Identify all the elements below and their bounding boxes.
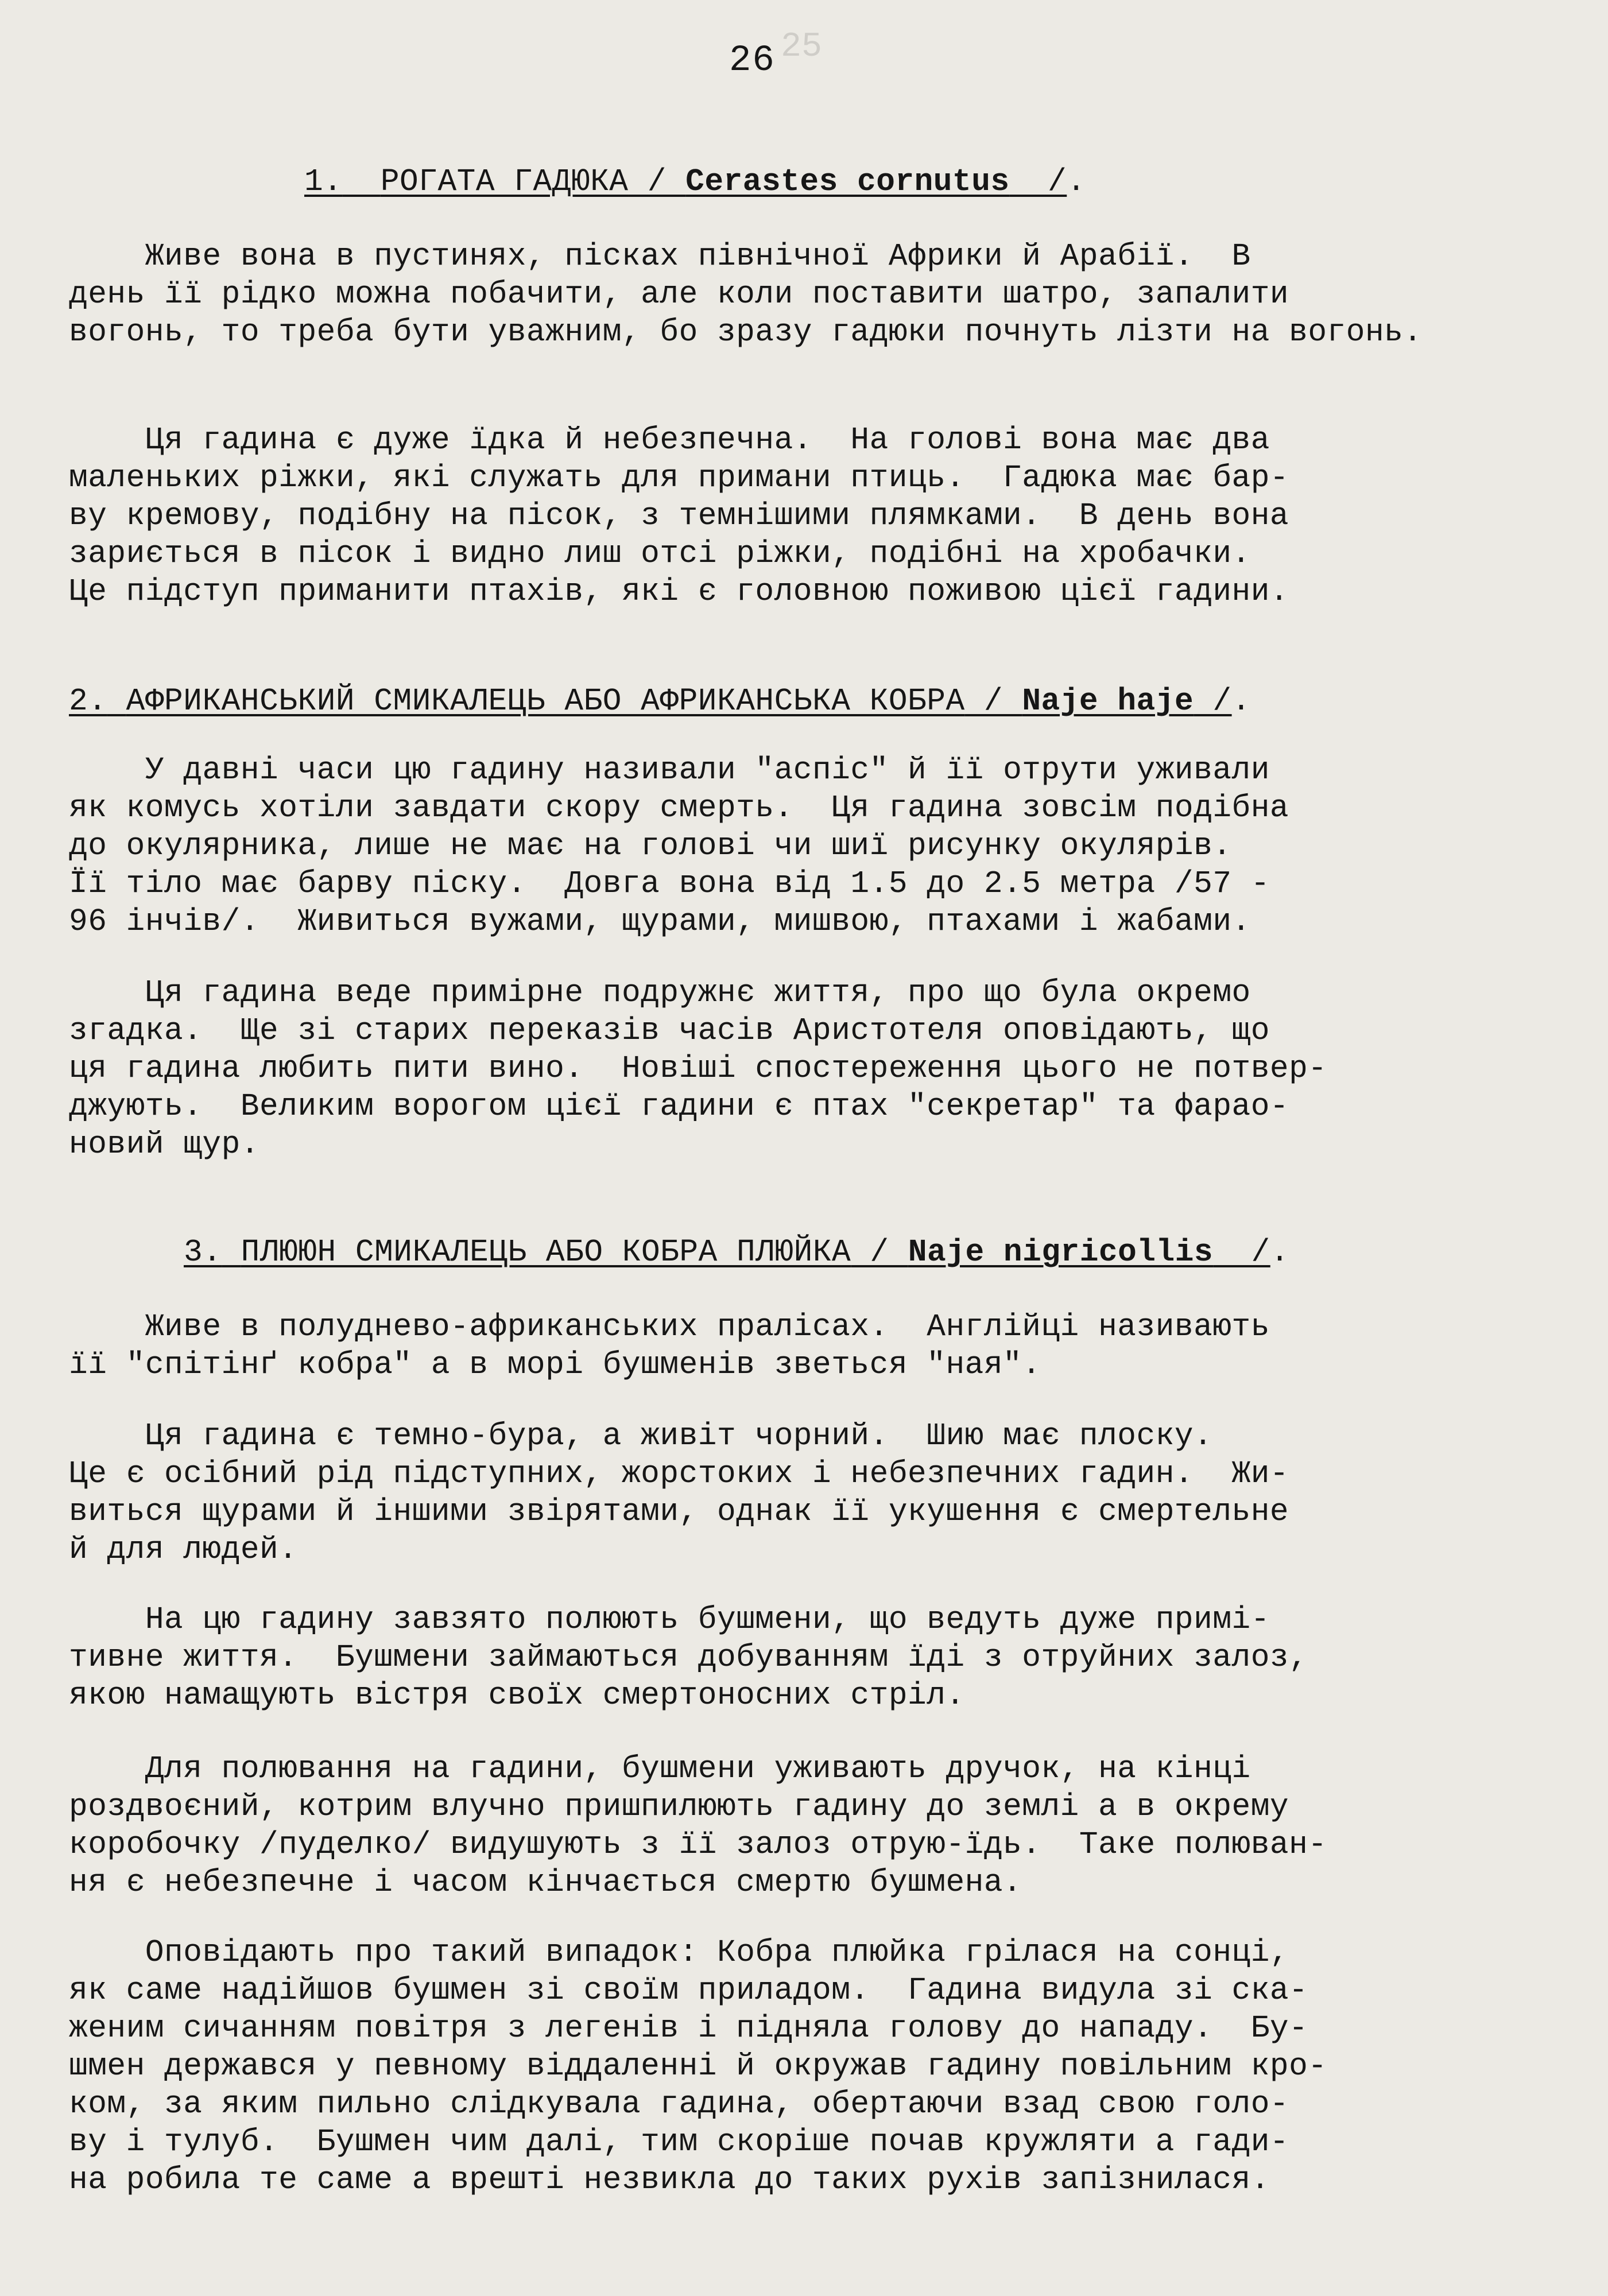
s3-p5-line-2: як саме надійшов бушмен зі своїм приладом. Гадина видула зі ска- [69,1973,1308,2008]
section-1-heading: 1. РОГАТА ГАДЮКА / Cerastes cornutus /. [304,165,1086,200]
s2-p1-line-1: У давні часи цю гадину називали "аспіс" й її отрути уживали [145,753,1270,788]
s3-p2-line-4: й для людей. [69,1533,298,1568]
bleed-through-page-number: 25 [781,28,823,67]
section-3-number: 3. [184,1235,222,1270]
s2-p2-line-4: джують. Великим ворогом цієї гадини є птах "секретар" та фарао- [69,1089,1289,1124]
s3-p2-line-3: виться щурами й іншими звірятами, однак її укушення є смертельне [69,1495,1289,1530]
section-2-number: 2. [69,684,107,719]
s3-p5-line-4: шмен держався у певному віддаленні й окружав гадину повільним кро- [69,2049,1327,2084]
section-2-title: АФРИКАНСЬКИЙ СМИКАЛЕЦЬ АБО АФРИКАНСЬКА КОБРА [126,684,965,719]
s2-p2-line-2: згадка. Ще зі старих переказів часів Аристотеля оповідають, що [69,1014,1270,1049]
section-1-number: 1. [304,165,343,200]
section-2-latin-name: Naje haje [1022,684,1194,719]
section-3-heading: 3. ПЛЮЮН СМИКАЛЕЦЬ АБО КОБРА ПЛЮЙКА / Naje nigricollis /. [184,1235,1289,1270]
s3-p1-line-2: її "спітінґ кобра" а в морі бушменів зветься "ная". [69,1348,1041,1383]
s3-p2-line-1: Ця гадина є темно-бура, а живіт чорний. Шию має плоску. [145,1419,1213,1454]
s3-p5-line-5: ком, за яким пильно слідкувала гадина, обертаючи взад свою голо- [69,2087,1289,2122]
s3-p1-line-1: Живе в полудневo-африканських пралісах. Англійці називають [145,1310,1270,1345]
s3-p5-line-6: ву і тулуб. Бушмен чим далі, тим скоріше почав кружляти а гади- [69,2125,1289,2160]
s1-p1-line-2: день її рідко можна побачити, але коли поставити шатро, запалити [69,277,1289,312]
section-3-title: ПЛЮЮН СМИКАЛЕЦЬ АБО КОБРА ПЛЮЙКА [241,1235,851,1270]
s2-p1-line-3: до окулярника, лише не має на голові чи шиї рисунку окулярів. [69,829,1232,864]
section-1-title: РОГАТА ГАДЮКА [380,165,629,200]
s3-p5-line-1: Оповідають про такий випадок: Кобра плюйка грілася на сонці, [145,1936,1289,1971]
s1-p2-line-5: Це підступ приманити птахів, які є головною поживою цієї гадини. [69,575,1289,610]
s1-p1-line-3 [69,314,1550,352]
s3-p5-line-3: женим сичанням повітря з легенів і підняла голову до нападу. Бу- [69,2011,1308,2046]
s2-p2-line-3: ця гадина любить пити вино. Новіші спостереження цього не потвер- [69,1052,1327,1087]
s1-p2-line-4: зариється в пісок і видно лиш отсі ріжки, подібні на хробачки. [69,537,1251,572]
s1-p2-line-3: ву кремову, подібну на пісок, з темнішими плямками. В день вона [69,499,1289,534]
s2-p1-line-2: як комусь хотіли завдати скору смерть. Ця гадина зовсім подібна [69,791,1289,826]
s1-p2-line-2: маленьких ріжки, які служать для примани птиць. Гадюка має бар- [69,461,1289,496]
s3-p5-line-7: на робила те саме а врешті незвикла до таких рухів запізнилася. [69,2163,1270,2198]
s2-p2-line-5: новий щур. [69,1127,260,1162]
s3-p3-line-1: На цю гадину завзято полюють бушмени, що ведуть дуже примі- [145,1603,1270,1638]
s3-p4-line-1: Для полювання на гадини, бушмени уживають дручок, на кінці [145,1752,1251,1787]
s3-p3-line-3: якою намащують вістря своїх смертоносних стріл. [69,1678,965,1713]
s3-p2-line-2: Це є осібний рід підступних, жорстоких і небезпечних гадин. Жи- [69,1457,1289,1492]
section-1-latin-name: Cerastes cornutus [685,165,1010,200]
s2-p1-line-5: 96 інчів/. Живиться вужами, щурами, мишвою, птахами і жабами. [69,905,1251,940]
s1-p2-line-1: Ця гадина є дуже їдка й небезпечна. На голові вона має два [145,423,1270,458]
s1-p1-line-3-text: вогонь, то треба бути уважним, бо зразу гадюки почнуть лізти на вогонь. [69,315,1423,350]
section-3-latin-name: Naje nigricollis [908,1235,1214,1270]
s2-p1-line-4: Її тіло має барву піску. Довга вона від 1.5 до 2.5 метра /57 - [69,867,1270,902]
s1-p1-line-1: Живе вона в пустинях, пісках північної Африки й Арабії. В [145,239,1251,274]
s2-p2-line-1: Ця гадина веде примірне подружнє життя, про що була окремо [145,976,1251,1011]
page-number: 26 [729,40,776,82]
section-2-heading: 2. АФРИКАНСЬКИЙ СМИКАЛЕЦЬ АБО АФРИКАНСЬКА КОБРА / Naje haje /. [69,684,1251,719]
s3-p4-line-2: роздвоєний, котрим влучно пришпилюють гадину до землі а в окрему [69,1790,1289,1825]
s3-p3-line-2: тивне життя. Бушмени займаються добуванням їді з отруйних залоз, [69,1640,1308,1676]
s3-p4-line-4: ня є небезпечне і часом кінчається смертю бушмена. [69,1865,1022,1901]
s3-p4-line-3: коробочку /пуделко/ видушують з її залоз отрую-їдь. Таке полюван- [69,1828,1327,1863]
